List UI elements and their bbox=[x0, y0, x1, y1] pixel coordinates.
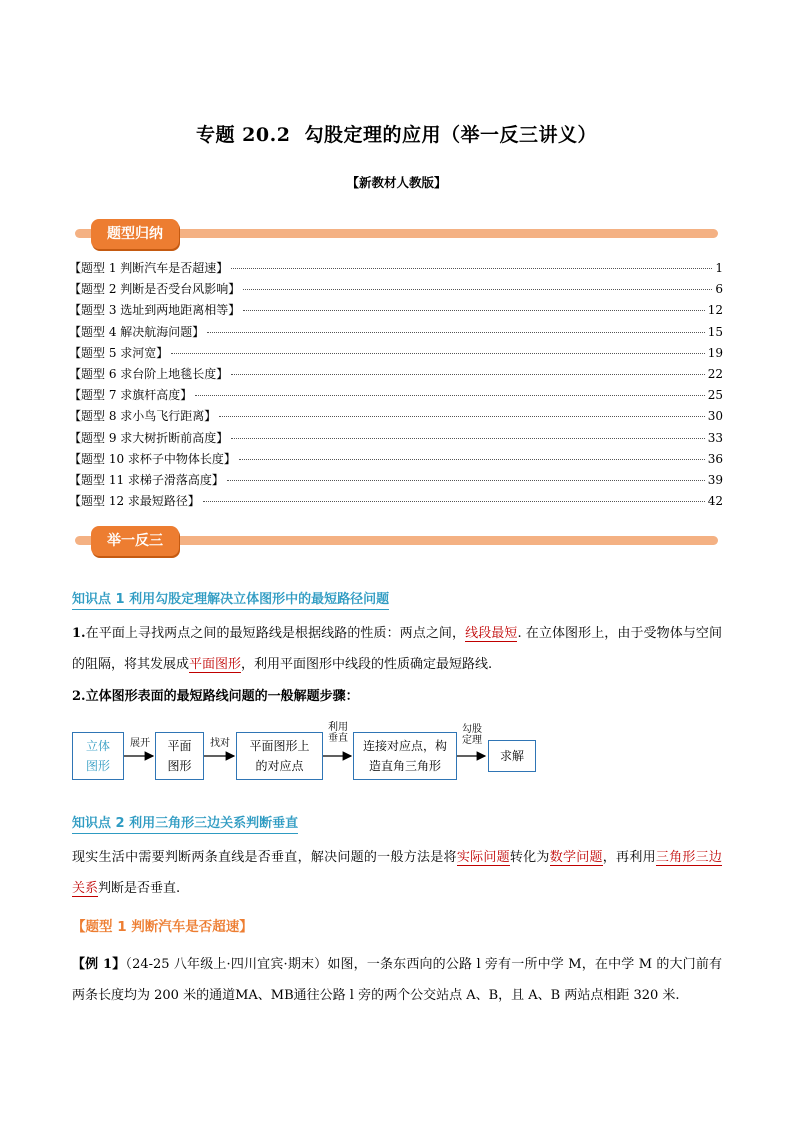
toc-page-number: 19 bbox=[707, 345, 723, 360]
toc-row[interactable] bbox=[69, 365, 723, 386]
table-of-contents bbox=[69, 259, 723, 513]
flow-label-perpendicular: 利用 垂直 bbox=[328, 722, 348, 744]
toc-label: 【题型 4 解决航海问题】 bbox=[69, 324, 205, 339]
knowledge-point-1-steps: 2.立体图形表面的最短路线问题的一般解题步骤： bbox=[72, 689, 359, 704]
toc-leader-dots bbox=[195, 395, 704, 396]
toc-page-number: 1 bbox=[715, 261, 723, 275]
toc-label: 【题型 1 判断汽车是否超速】 bbox=[69, 261, 229, 275]
banner-tag: 题型归纳 bbox=[91, 219, 179, 249]
toc-leader-dots bbox=[231, 438, 704, 439]
toc-page-number: 33 bbox=[707, 430, 723, 445]
key-term: 平面图形 bbox=[189, 657, 242, 672]
flow-box-plane-figure: 平面 图形 bbox=[155, 732, 204, 780]
toc-row[interactable] bbox=[69, 259, 723, 280]
toc-leader-dots bbox=[171, 353, 704, 354]
toc-row[interactable] bbox=[69, 301, 723, 322]
type-1-heading: 【题型 1 判断汽车是否超速】 bbox=[72, 919, 253, 935]
toc-label: 【题型 10 求杯子中物体长度】 bbox=[69, 451, 236, 466]
key-term: 三角形三边关系 bbox=[72, 850, 722, 896]
key-term: 实际问题 bbox=[456, 850, 510, 865]
toc-leader-dots bbox=[219, 416, 704, 417]
knowledge-point-2-heading: 知识点 2 利用三角形三边关系判断垂直 bbox=[72, 812, 298, 831]
toc-leader-dots bbox=[207, 332, 704, 333]
toc-label: 【题型 6 求台阶上地毯长度】 bbox=[69, 366, 229, 381]
flow-label-find: 找对 bbox=[210, 738, 230, 749]
toc-label: 【题型 12 求最短路径】 bbox=[69, 494, 200, 509]
toc-row[interactable] bbox=[69, 344, 723, 365]
toc-row[interactable] bbox=[69, 280, 723, 301]
toc-row[interactable] bbox=[69, 429, 723, 450]
flow-box-solve: 求解 bbox=[488, 740, 536, 772]
page-title bbox=[0, 120, 793, 147]
page-subtitle: 【新教材人教版】 bbox=[346, 175, 447, 190]
example-label: 【例 1】 bbox=[72, 957, 126, 972]
example-1 bbox=[72, 949, 722, 1011]
toc-leader-dots bbox=[243, 310, 704, 311]
toc-page-number: 12 bbox=[707, 303, 723, 318]
toc-banner bbox=[75, 219, 718, 249]
toc-row[interactable] bbox=[69, 492, 723, 513]
knowledge-point-2-paragraph: 现实生活中需要判断两条直线是否垂直，解决问题的一般方法是将实际问题转化为数学问题，再利用三角形三边关系判断是否垂直. bbox=[72, 850, 722, 896]
toc-row[interactable] bbox=[69, 323, 723, 344]
knowledge-point-1-heading: 知识点 1 利用勾股定理解决立体图形中的最短路径问题 bbox=[72, 588, 389, 607]
toc-leader-dots bbox=[243, 289, 712, 290]
toc-page-number: 39 bbox=[707, 472, 723, 487]
toc-leader-dots bbox=[203, 501, 705, 502]
key-term: 数学问题 bbox=[549, 850, 603, 865]
toc-row[interactable] bbox=[69, 471, 723, 492]
toc-row[interactable] bbox=[69, 407, 723, 428]
example-text: （24-25 八年级上·四川宜宾·期末）如图，一条东西向的公路 l 旁有一所中学 M，在中学 M 的大门前有两条长度均为 200 米的通道MA、MB通往公路 l 旁的两个公交站点 A、B，且 A、B 两站点相距 320 米. bbox=[72, 957, 722, 1003]
key-term: 线段最短 bbox=[465, 626, 518, 641]
toc-label: 【题型 3 选址到两地距离相等】 bbox=[69, 303, 241, 318]
toc-row[interactable] bbox=[69, 386, 723, 407]
practice-banner bbox=[75, 526, 718, 556]
title-main: 勾股定理的应用（举一反三讲义） bbox=[304, 124, 597, 146]
toc-label: 【题型 8 求小鸟飞行距离】 bbox=[69, 409, 217, 424]
toc-page-number: 25 bbox=[707, 388, 723, 403]
toc-row[interactable] bbox=[69, 450, 723, 471]
title-prefix: 专题 20.2 bbox=[196, 124, 291, 146]
toc-label: 【题型 2 判断是否受台风影响】 bbox=[69, 282, 241, 297]
toc-page-number: 6 bbox=[715, 282, 723, 297]
toc-page-number: 42 bbox=[707, 494, 723, 509]
flow-label-unfold: 展开 bbox=[130, 738, 150, 749]
toc-label: 【题型 9 求大树折断前高度】 bbox=[69, 430, 229, 445]
banner-tag: 举一反三 bbox=[91, 526, 179, 556]
toc-page-number: 36 bbox=[707, 451, 723, 466]
toc-label: 【题型 5 求河宽】 bbox=[69, 345, 169, 360]
flow-box-corresponding-points: 平面图形上 的对应点 bbox=[236, 732, 323, 780]
toc-leader-dots bbox=[227, 480, 705, 481]
toc-leader-dots bbox=[231, 268, 712, 269]
flow-box-solid-figure: 立体 图形 bbox=[72, 732, 124, 780]
toc-page-number: 30 bbox=[707, 409, 723, 424]
toc-page-number: 22 bbox=[707, 366, 723, 381]
flow-label-pythagorean: 勾股 定理 bbox=[462, 724, 482, 746]
toc-label: 【题型 7 求旗杆高度】 bbox=[69, 388, 193, 403]
toc-page-number: 15 bbox=[707, 324, 723, 339]
knowledge-point-1-paragraph: 1.在平面上寻找两点之间的最短路线是根据线路的性质：两点之间，线段最短. 在立体图形上，由于受物体与空间的阻隔，将其发展成平面图形，利用平面图形中线段的性质确定最短路线. bbox=[72, 626, 722, 672]
flow-box-right-triangle: 连接对应点，构 造直角三角形 bbox=[353, 732, 457, 780]
flowchart bbox=[70, 718, 550, 788]
toc-label: 【题型 11 求梯子滑落高度】 bbox=[69, 472, 224, 487]
toc-leader-dots bbox=[231, 374, 704, 375]
toc-leader-dots bbox=[239, 459, 705, 460]
